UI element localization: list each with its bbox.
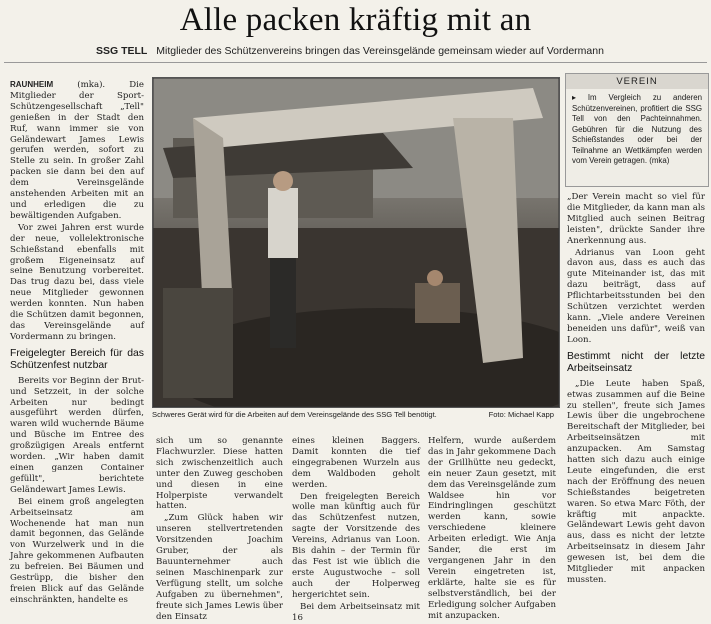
paragraph: „Zum Glück haben wir unseren stellvertretenden Vorsitzenden Joachim Gruber, der als Bauunternehmer auch seinen Maschinenpark zur Verfügung stellt, um solche Aufgaben zu übernehmen", freute sich James Lewis über den Einsatz [156,513,283,622]
photo-caption [152,410,558,419]
article-column-3 [292,436,420,624]
excavator-photo-illustration [153,78,559,407]
paragraph: Bei einem groß angelegten Arbeitseinsatz am Wochenende hat man nun damit begonnen, das Gelände von Wurzelwerk und in die Jahre gekommenen Aufbauten zu befreien. Bei Bäumen und Gestrüpp, die bisher den freien Blick auf das Gelände einschränkten, handelte es [10,496,144,605]
paragraph: „Die Leute haben Spaß, etwas zusammen auf die Beine zu stellen", freute sich James Lewis über die ungebrochene Bereitschaft der Mitglieder, bei Arbeitseinsätzen mit anzupacken. Am Samstag hatten sich dazu auch einige Leute eingefunden, die erst nach der Eröffnung des neuen Schießstandes beigetreten waren. So etwa Marc Föth, der kräftig mit anpackte. Geländewart Lewis geht davon aus, dass es nicht der letzte Arbeitseinsatz in diesem Jahr gewesen ist, bei dem die Mitglieder mit anpacken mussten. [567,378,705,585]
subheading: Freigelegter Bereich für das Schützenfest nutzbar [10,347,144,371]
paragraph: Bereits vor Beginn der Brut- und Setzzeit, in der solche Arbeiten nur bedingt ausgeführt werden dürfen, waren wild wuchernde Bäume und Büsche im Entree des großzügigen Areals entfernt worden. „Wir haben damit einen ganzen Container gefüllt", berichtete Geländewart James Lewis. [10,375,144,495]
caption-text: Schweres Gerät wird für die Arbeiten auf dem Vereinsgelände des SSG Tell benötigt. [152,410,437,419]
paragraph: Vor zwei Jahren erst wurde der neue, vollelektronische Schießstand ebenfalls mit großem Eigeneinsatz auf seine Benutzung vorbereitet. Das trug dazu bei, dass viele neue Mitglieder gewonnen werden konnten. Nun haben die Schützen damit begonnen, das Vereinsgelände auf Vordermann zu bringen. [10,222,144,342]
subheadline [96,45,604,57]
paragraph: „Der Verein macht so viel für die Mitglieder, da kann man als Mitglied auch seinen Beitrag leisten", drückte Sander ihre Anerkennung aus. [567,192,705,246]
info-box-text: ▸ Im Vergleich zu anderen Schützenvereinen, profitiert die SSG Tell von den Pachteinnahmen. Gebühren für die Nutzung des Schießstandes oder bei der Teilnahme an Wettkämpfen werden vom Verein getragen. (mka) [572,93,702,165]
paragraph: Adrianus van Loon geht davon aus, dass es auch das gute Miteinander ist, das mit dazu beiträgt, dass auf Pflichtarbeitsstunden bei den Schützen verzichtet werden kann. „Viele andere Vereinen beneiden uns dafür", weiß van Loon. [567,247,705,345]
kicker: SSG TELL [96,45,148,57]
photo-credit: Foto: Michael Kapp [488,410,554,419]
info-box-title: VEREIN [566,74,708,89]
paragraph: RAUNHEIM (mka). Die Mitglieder der Sport-Schützengesellschaft „Tell" genießen in der Stadt den Ruf, wann immer sie von Geländewart James Lewis gerufen werden, sofort zu Stelle zu sein. In großer Zahl packen sie dann bei den auf dem Vereinsgelände anstehenden Arbeiten mit an und erledigen die zu bewältigenden Aufgaben. [10,80,144,221]
paragraph: sich um so genannte Flachwurzler. Diese hatten sich zwischenzeitlich auch unter den Zuweg geschoben und diesen in eine Holperpiste verwandelt hatten. [156,436,283,512]
headline: Alle packen kräftig mit an [179,2,532,38]
top-rule [4,62,707,63]
subheadline-text: Mitglieder des Schützenvereins bringen das Vereinsgelände gemeinsam wieder auf Vordermann [156,45,604,57]
subheading: Bestimmt nicht der letzte Arbeitseinsatz [567,350,705,374]
paragraph: Den freigelegten Bereich wolle man künftig auch für das Schützenfest nutzen, sagte der Vorsitzende des Vereins, Adrianus van Loon. Bis dahin – der Termin für das Fest ist wie üblich die erste Augustwoche – soll auch der Holperweg hergerichtet sein. [292,491,420,600]
article-photo [152,77,560,408]
article-column-5 [567,192,705,587]
article-column-4 [428,436,556,622]
paragraph: Bei dem Arbeitseinsatz mit 16 [292,601,420,623]
article-column-2 [156,436,283,623]
paragraph: eines kleinen Baggers. Damit konnten die tief eingegrabenen Wurzeln aus dem Waldboden geholt werden. [292,436,420,490]
paragraph: Helfern, wurde außerdem das in Jahr gekommene Dach der Grillhütte neu gedeckt, ein neuer Zaun gesetzt, mit dem das Vereinsgelände zum Waldsee hin vor Eindringlingen geschützt werden kann, sowie verschiedene kleinere Arbeiten erledigt. Wie Anja Sander, die erst im vergangenen Jahr in den Verein eingetreten ist, erklärte, halte sie es für selbstverständlich, bei der Erledigung solcher Aufgaben mit anzupacken. [428,436,556,621]
article-column-1 [10,80,144,607]
dateline: RAUNHEIM [10,80,54,89]
info-box [565,73,709,187]
